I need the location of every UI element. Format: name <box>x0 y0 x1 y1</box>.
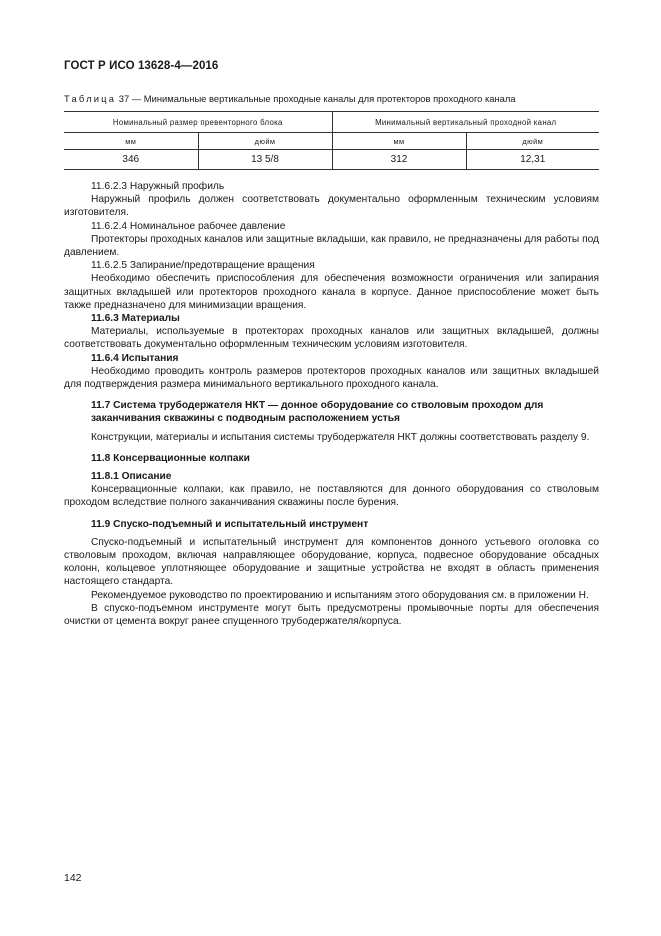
table-unit-cell: дюйм <box>198 133 332 150</box>
paragraph: Рекомендуемое руководство по проектированию и испытаниям этого оборудования см. в приложении Н. <box>91 589 589 601</box>
table-units-row <box>64 133 599 150</box>
table-cell: 346 <box>64 150 198 170</box>
body-text <box>64 180 599 628</box>
page-number: 142 <box>64 872 82 884</box>
subsection-heading: 11.6.2.3 Наружный профиль <box>91 181 225 192</box>
paragraph: Необходимо обеспечить приспособления для обеспечения возможности ограничения или запирания защитных вкладышей или протекторов проходного канала в корпусе. Данное приспособление может быть также предназначено для минимизации вращения. <box>64 273 599 311</box>
table-unit-cell: мм <box>332 133 466 150</box>
table-unit-cell: мм <box>64 133 198 150</box>
table-caption-text: 37 — Минимальные вертикальные проходные каналы для протекторов проходного канала <box>118 93 516 104</box>
paragraph: Спуско-подъемный и испытательный инструмент для компонентов донного устьевого оголовка со стволовым проходом, включая направляющее оборудование, корпуса, подвесное оборудование обсадных колонн, кольцевое уплотняющее оборудование и защитные устройства не входят в область применения настоящего стандарта. <box>64 536 599 588</box>
paragraph: В спуско-подъемном инструменте могут быть предусмотрены промывочные порты для обеспечения очистки от цемента вокруг ранее спущенного трубодержателя/корпуса. <box>64 602 599 628</box>
paragraph: Необходимо проводить контроль размеров протекторов проходных каналов или защитных вкладышей для подтверждения размера минимального вертикального проходного канала. <box>64 365 599 391</box>
table-row <box>64 150 599 170</box>
table-caption <box>64 93 516 104</box>
paragraph: Конструкции, материалы и испытания системы трубодержателя НКТ должны соответствовать разделу 9. <box>91 431 590 443</box>
subsection-heading: 11.6.2.5 Запирание/предотвращение вращения <box>91 260 315 272</box>
table-caption-label: Таблица <box>64 93 117 104</box>
section-heading: 11.6.3 Материалы <box>91 313 180 325</box>
paragraph: Материалы, используемые в протекторах проходных каналов или защитных вкладышей, должны соответствовать документально оформленным техническим условиям изготовителя. <box>64 326 599 351</box>
section-heading: 11.8 Консервационные колпаки <box>91 452 250 464</box>
standard-header: ГОСТ Р ИСО 13628-4—2016 <box>64 60 219 72</box>
paragraph: Консервационные колпаки, как правило, не поставляются для донного оборудования со стволовым проходом вследствие полного заканчивания скважины после бурения. <box>64 484 599 509</box>
section-heading: 11.9 Спуско-подъемный и испытательный инструмент <box>91 518 369 530</box>
subsection-heading: 11.6.2.4 Номинальное рабочее давление <box>91 220 286 232</box>
section-heading: 11.7 Система трубодержателя НКТ — донное оборудование со стволовым проходом для заканчивания скважины с подводным расположением устья <box>91 400 544 425</box>
table-header-cell: Номинальный размер превенторного блока <box>64 112 332 133</box>
table-header-row <box>64 112 599 133</box>
section-heading: 11.8.1 Описание <box>91 471 172 483</box>
section-heading: 11.6.4 Испытания <box>91 352 179 364</box>
paragraph: Протекторы проходных каналов или защитные вкладыши, как правило, не предназначены для работы под давлением. <box>64 233 599 259</box>
table-unit-cell: дюйм <box>466 133 599 150</box>
table-cell: 12,31 <box>466 150 599 170</box>
paragraph: Наружный профиль должен соответствовать документально оформленным техническим условиям изготовителя. <box>64 194 599 219</box>
table-37 <box>64 111 599 170</box>
table-cell: 13 5/8 <box>198 150 332 170</box>
table-header-cell: Минимальный вертикальный проходной канал <box>332 112 599 133</box>
table-cell: 312 <box>332 150 466 170</box>
